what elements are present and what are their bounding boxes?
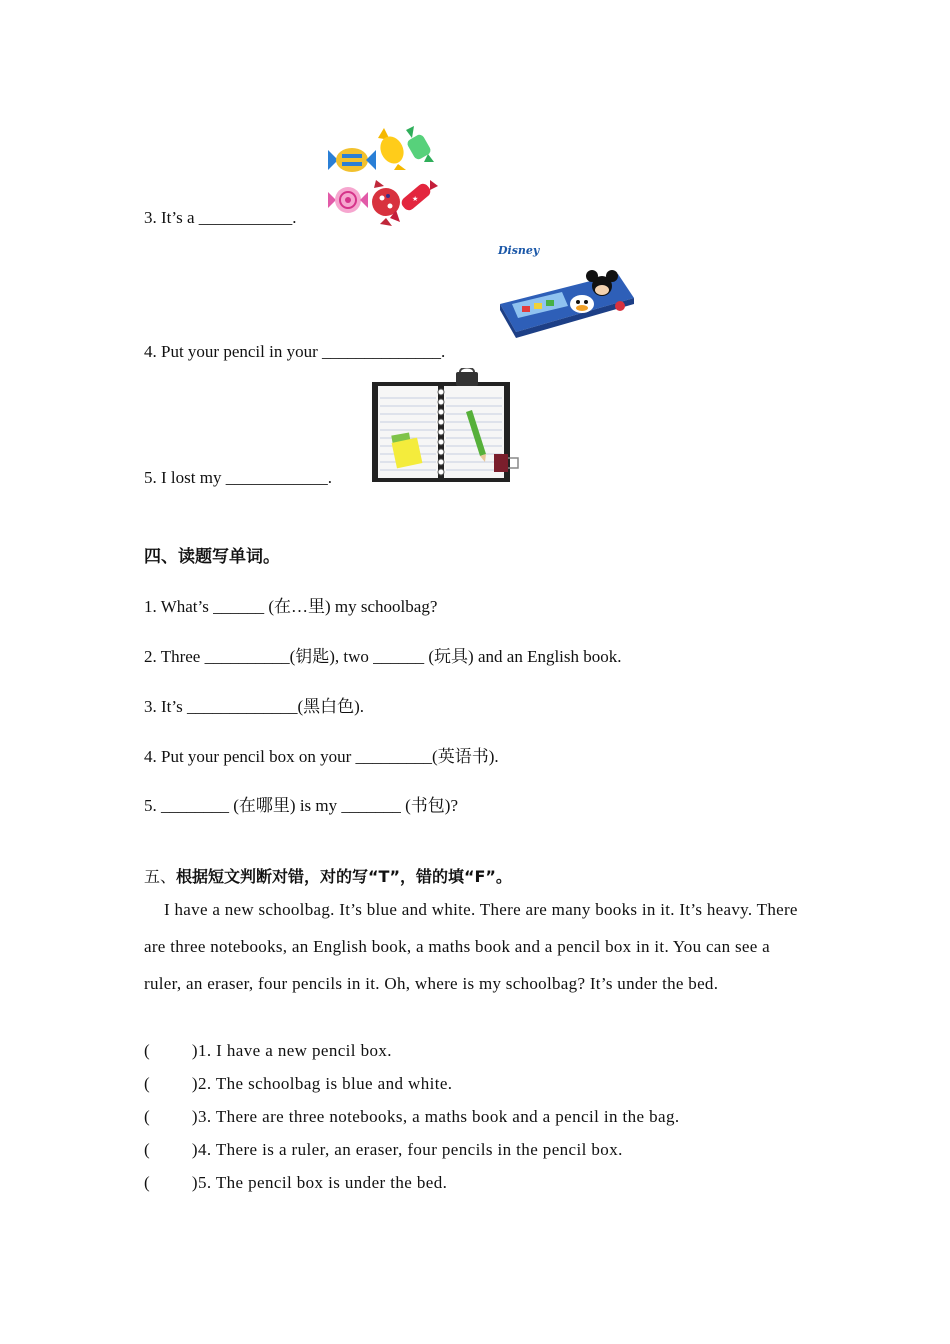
section-4-item-1: 1. What’s ______ (在…里) my schoolbag?: [144, 597, 438, 616]
section-4-title: 四、读题写单词。: [144, 547, 280, 567]
section-5-prefix: 五、: [144, 867, 177, 886]
statement-4: ( )4. There is a ruler, an eraser, four pencils in the pencil box.: [144, 1140, 623, 1159]
striped-candy: [328, 148, 376, 172]
section-5-title: [144, 864, 512, 887]
question-3-candy: 3. It’s a ___________.: [144, 208, 297, 227]
svg-text:★: ★: [412, 195, 419, 203]
candy-icon: [326, 124, 438, 228]
statement-1: ( )1. I have a new pencil box.: [144, 1041, 392, 1060]
question-4-pencil-box: 4. Put your pencil in your ______________.: [144, 342, 446, 361]
statement-3: ( )3. There are three notebooks, a maths book and a pencil in the bag.: [144, 1107, 680, 1126]
statement-2: ( )2. The schoolbag is blue and white.: [144, 1074, 453, 1093]
section-4-item-5: 5. ________ (在哪里) is my _______ (书包)?: [144, 796, 459, 815]
disney-logo: Disney: [498, 244, 540, 257]
notebook-icon: [366, 368, 524, 486]
green-candy: [406, 126, 434, 162]
section-4-item-4: 4. Put your pencil box on your _________(英语书).: [144, 747, 499, 766]
pencil-box-icon: [498, 244, 638, 342]
question-5-notebook: 5. I lost my ____________.: [144, 468, 332, 487]
reading-passage: I have a new schoolbag. It’s blue and white. There are many books in it. It’s heavy. There are three notebooks, an English book, a maths book and a pencil box in it. You can see a ruler, an eraser, four pencils in it. Oh, where is my schoolbag? It’s under the bed.: [144, 900, 798, 993]
section-5-title-text: 根据短文判断对错，对的写“T”，错的填“F”。: [176, 867, 512, 886]
statement-5: ( )5. The pencil box is under the bed.: [144, 1173, 448, 1192]
yellow-candy: [376, 128, 408, 170]
section-4-item-2: 2. Three __________(钥匙), two ______ (玩具) and an English book.: [144, 647, 622, 666]
section-4-item-3: 3. It’s _____________(黑白色).: [144, 697, 365, 716]
swirl-candy: [328, 187, 368, 213]
pencil-box-illustration: [498, 262, 638, 342]
